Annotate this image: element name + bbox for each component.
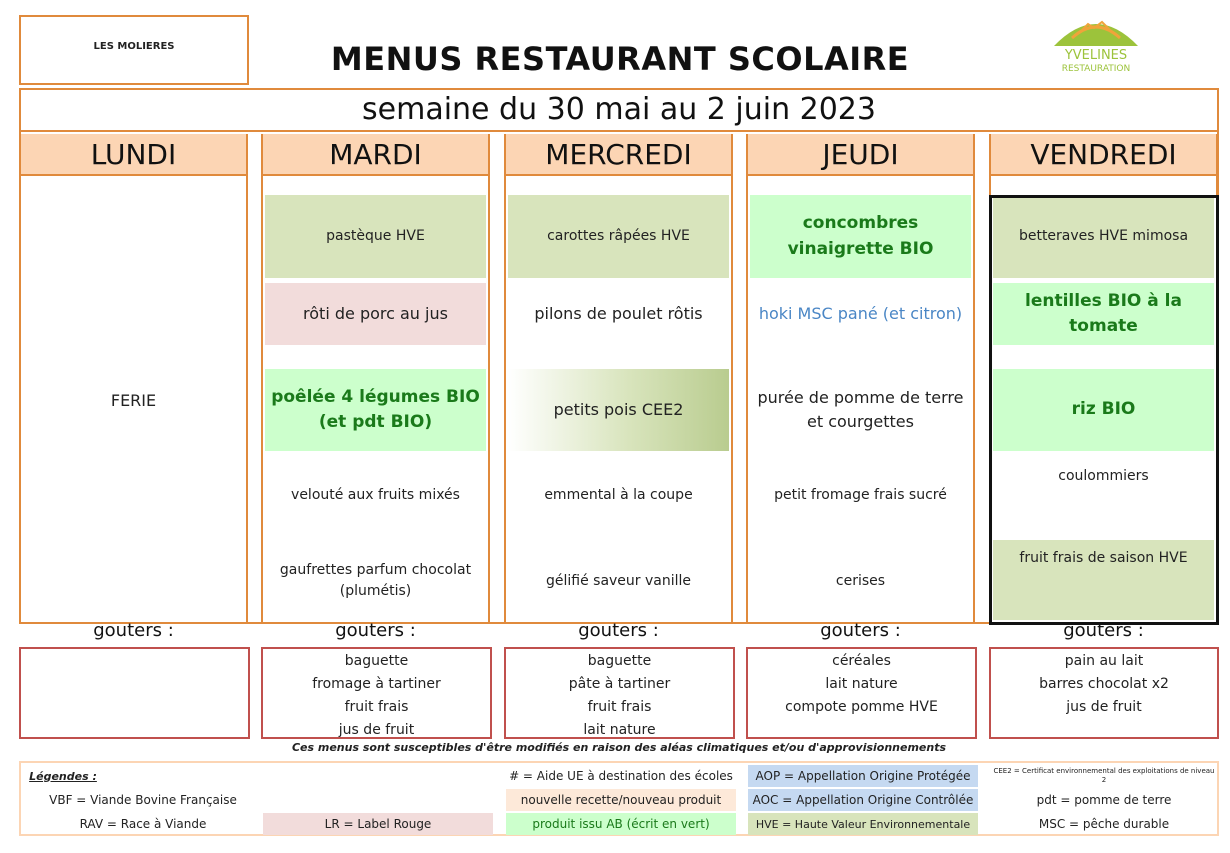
mardi-entree: pastèque HVE: [265, 195, 486, 278]
vendredi-highlight-border: [989, 195, 1219, 625]
legend-ab: produit issu AB (écrit en vert): [506, 813, 736, 835]
list-item: fruit frais: [344, 699, 409, 715]
jeudi-entree: concombres vinaigrette BIO: [750, 195, 971, 278]
school-name: LES MOLIERES: [93, 40, 175, 52]
jeudi-laitage: petit fromage frais sucré: [774, 486, 947, 503]
list-item: lait nature: [825, 676, 898, 692]
jeudi-dessert: cerises: [835, 572, 886, 589]
gouters-box-mardi: [261, 647, 492, 739]
jeudi-plat: hoki MSC pané (et citron): [758, 304, 963, 323]
day-header-lundi: LUNDI: [21, 134, 246, 176]
gouters-label-lundi: gouters :: [93, 620, 174, 641]
gouters-box-mercredi: [504, 647, 735, 739]
legend-box: [19, 761, 1219, 836]
yvelines-logo: [1032, 8, 1160, 76]
ferie-label: FERIE: [110, 391, 157, 410]
gouters-label-mercredi: gouters :: [578, 620, 659, 641]
mercredi-accompagnement: petits pois CEE2: [508, 369, 729, 451]
logo-mark-icon: [1032, 8, 1160, 76]
mardi-laitage: velouté aux fruits mixés: [291, 486, 460, 503]
column-jeudi: [746, 134, 975, 624]
list-item: pâte à tartiner: [568, 676, 671, 692]
gouters-label-vendredi: gouters :: [1063, 620, 1144, 641]
vendredi-plat: lentilles BIO à la tomate: [993, 283, 1214, 345]
list-item: lait nature: [583, 722, 656, 738]
logo-line2: RESTAURATION: [1061, 64, 1131, 74]
legend-lr: LR = Label Rouge: [263, 813, 493, 835]
day-header-mercredi: MERCREDI: [506, 134, 731, 176]
legend-msc: MSC = pêche durable: [1038, 817, 1170, 831]
legend-aoc: AOC = Appellation Origine Contrôlée: [748, 789, 978, 811]
day-header-jeudi: JEUDI: [748, 134, 973, 176]
mardi-plat: rôti de porc au jus: [265, 283, 486, 345]
column-lundi: [19, 134, 248, 624]
column-mercredi: [504, 134, 733, 624]
list-item: jus de fruit: [1066, 699, 1142, 715]
week-label: semaine du 30 mai au 2 juin 2023: [21, 90, 1217, 132]
list-item: barres chocolat x2: [1039, 676, 1169, 692]
list-item: fruit frais: [587, 699, 652, 715]
logo-line1: YVELINES: [1064, 48, 1128, 63]
legend-title: Légendes :: [29, 769, 97, 783]
legend-vbf: VBF = Viande Bovine Française: [49, 793, 237, 807]
legend-nouvelle: nouvelle recette/nouveau produit: [506, 789, 736, 811]
column-mardi: [261, 134, 490, 624]
legend-cee2: CEE2 = Certificat environnemental des exploitations de niveau 2: [993, 766, 1215, 784]
legend-pdt: pdt = pomme de terre: [1036, 793, 1172, 807]
list-item: fromage à tartiner: [312, 676, 441, 692]
disclaimer: Ces menus sont susceptibles d'être modifiés en raison des aléas climatiques et/ou d'approvisionnements: [291, 741, 947, 754]
mardi-dessert: gaufrettes parfum chocolat (plumétis): [279, 562, 472, 599]
gouters-box-jeudi: [746, 647, 977, 739]
list-item: compote pomme HVE: [785, 699, 938, 715]
list-item: jus de fruit: [338, 722, 415, 738]
vendredi-dessert: fruit frais de saison HVE: [993, 540, 1214, 620]
mercredi-dessert: gélifié saveur vanille: [545, 572, 692, 589]
vendredi-accompagnement: riz BIO: [993, 369, 1214, 451]
mercredi-laitage: emmental à la coupe: [544, 486, 693, 503]
list-item: baguette: [344, 653, 409, 669]
list-item: pain au lait: [1064, 653, 1144, 669]
legend-hve: HVE = Haute Valeur Environnementale: [748, 813, 978, 835]
page-title: MENUS RESTAURANT SCOLAIRE: [330, 40, 910, 78]
legend-aop: AOP = Appellation Origine Protégée: [748, 765, 978, 787]
gouters-label-mardi: gouters :: [335, 620, 416, 641]
list-item: baguette: [587, 653, 652, 669]
gouters-box-vendredi: [989, 647, 1219, 739]
day-header-mardi: MARDI: [263, 134, 488, 176]
mercredi-entree: carottes râpées HVE: [508, 195, 729, 278]
mercredi-plat: pilons de poulet rôtis: [534, 304, 703, 323]
gouters-box-lundi: [19, 647, 250, 739]
legend-rav: RAV = Race à Viande: [79, 817, 207, 831]
vendredi-entree: betteraves HVE mimosa: [993, 195, 1214, 278]
jeudi-accompagnement: purée de pomme de terre et courgettes: [757, 388, 964, 431]
mardi-accompagnement: poêlée 4 légumes BIO (et pdt BIO): [265, 369, 486, 451]
school-name-box: [19, 15, 249, 85]
legend-aide-ue: # = Aide UE à destination des écoles: [509, 769, 733, 783]
list-item: céréales: [832, 653, 891, 669]
gouters-label-jeudi: gouters :: [820, 620, 901, 641]
day-header-vendredi: VENDREDI: [991, 134, 1216, 176]
vendredi-laitage: coulommiers: [1058, 468, 1149, 484]
